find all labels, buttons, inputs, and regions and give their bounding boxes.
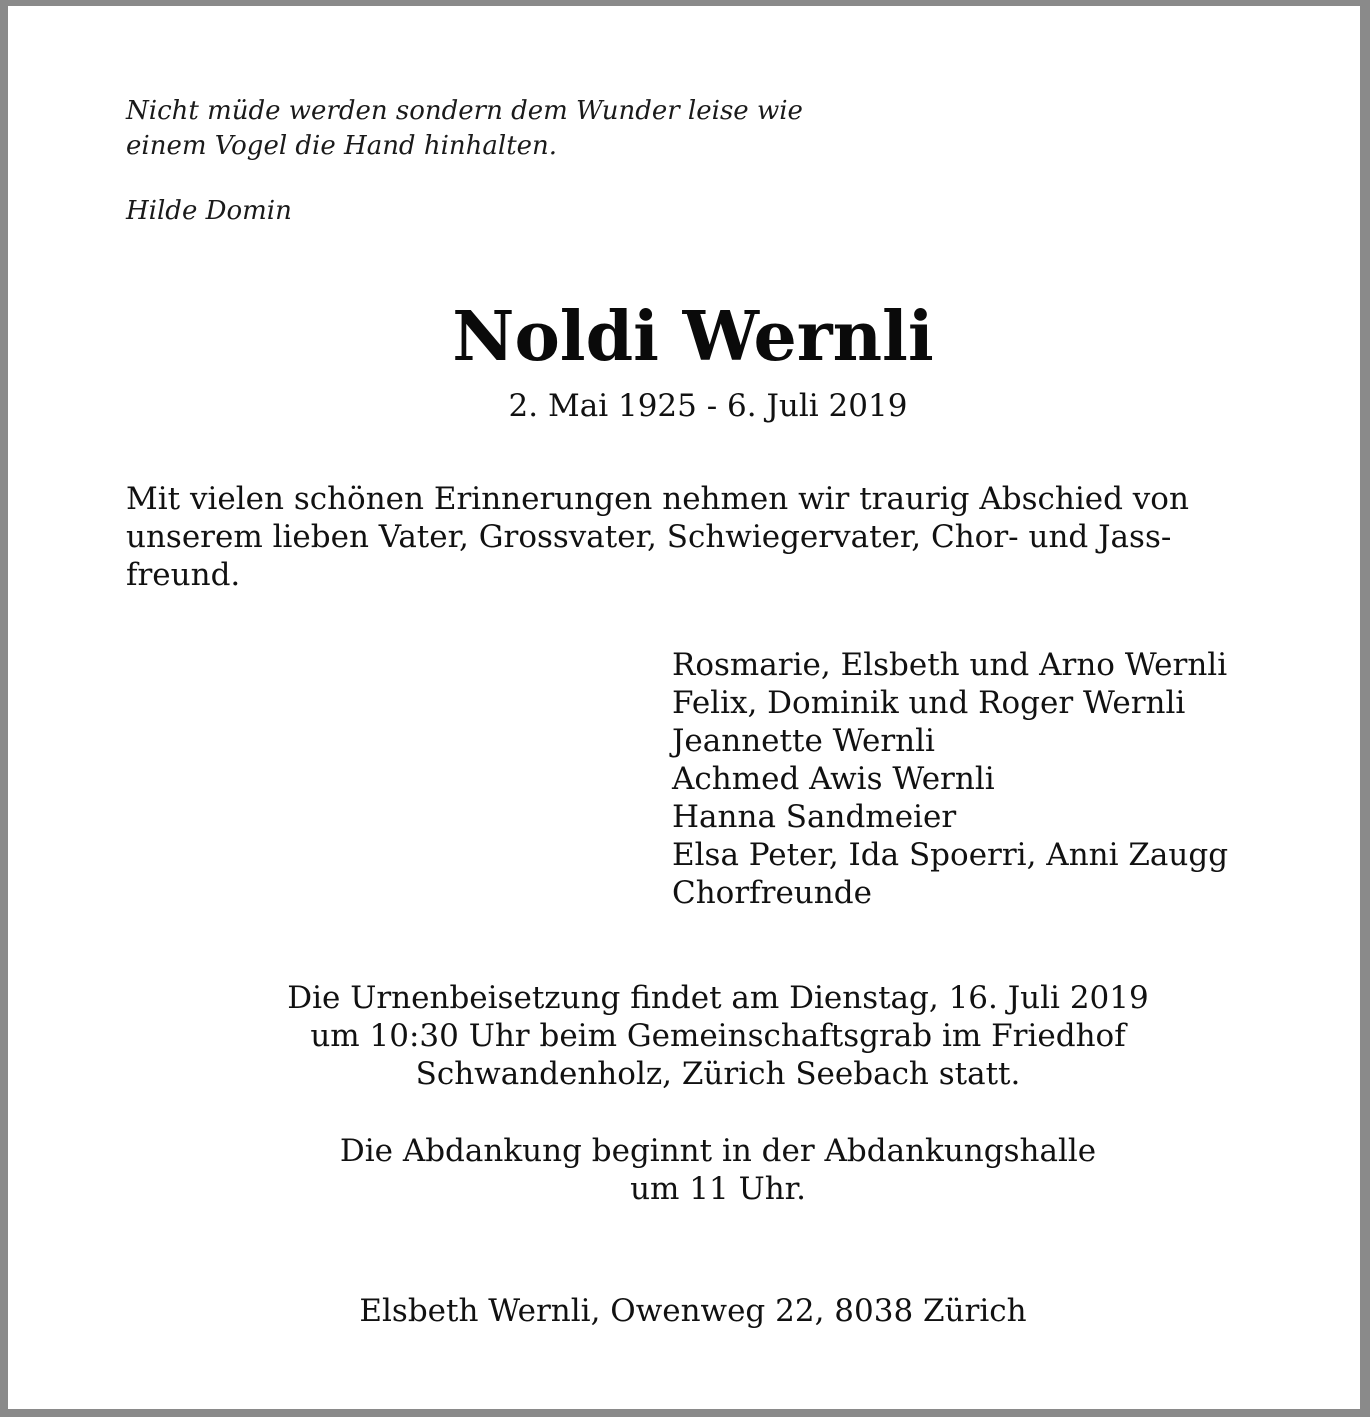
message-line: Mit vielen schönen Erinnerungen nehmen wir traurig Abschied von <box>126 481 1189 517</box>
deceased-name: Noldi Wernli <box>452 297 934 377</box>
mourners-list <box>672 646 1228 912</box>
contact-address: Elsbeth Wernli, Owenweg 22, 8038 Zürich <box>359 1293 1027 1329</box>
burial-line: um 10:30 Uhr beim Gemeinschaftsgrab im Friedhof <box>310 1018 1126 1054</box>
ceremony-line: um 11 Uhr. <box>630 1171 806 1207</box>
quote-line: einem Vogel die Hand hinhalten. <box>126 131 558 161</box>
mourner-entry: Chorfreunde <box>672 875 872 911</box>
message-line: unserem lieben Vater, Grossvater, Schwiegervater, Chor- und Jass- <box>126 519 1172 555</box>
burial-info <box>8 979 1370 1093</box>
quote-line: Nicht müde werden sondern dem Wunder leise wie <box>126 96 803 126</box>
mourner-entry: Achmed Awis Wernli <box>672 761 995 797</box>
message-line: freund. <box>126 557 241 593</box>
burial-line: Schwandenholz, Zürich Seebach statt. <box>415 1056 1021 1092</box>
quote-author: Hilde Domin <box>126 196 292 226</box>
mourner-entry: Elsa Peter, Ida Spoerri, Anni Zaugg <box>672 837 1229 873</box>
burial-line: Die Urnenbeisetzung findet am Dienstag, 16. Juli 2019 <box>287 980 1149 1016</box>
mourner-entry: Felix, Dominik und Roger Wernli <box>672 685 1186 721</box>
ceremony-line: Die Abdankung beginnt in der Abdankungshalle <box>339 1133 1097 1169</box>
quote <box>126 94 803 164</box>
farewell-message <box>126 480 1189 594</box>
mourner-entry: Rosmarie, Elsbeth und Arno Wernli <box>672 647 1228 683</box>
life-dates: 2. Mai 1925 - 6. Juli 2019 <box>508 388 908 424</box>
mourner-entry: Jeannette Wernli <box>672 723 935 759</box>
ceremony-info <box>8 1132 1370 1208</box>
mourner-entry: Hanna Sandmeier <box>672 799 957 835</box>
